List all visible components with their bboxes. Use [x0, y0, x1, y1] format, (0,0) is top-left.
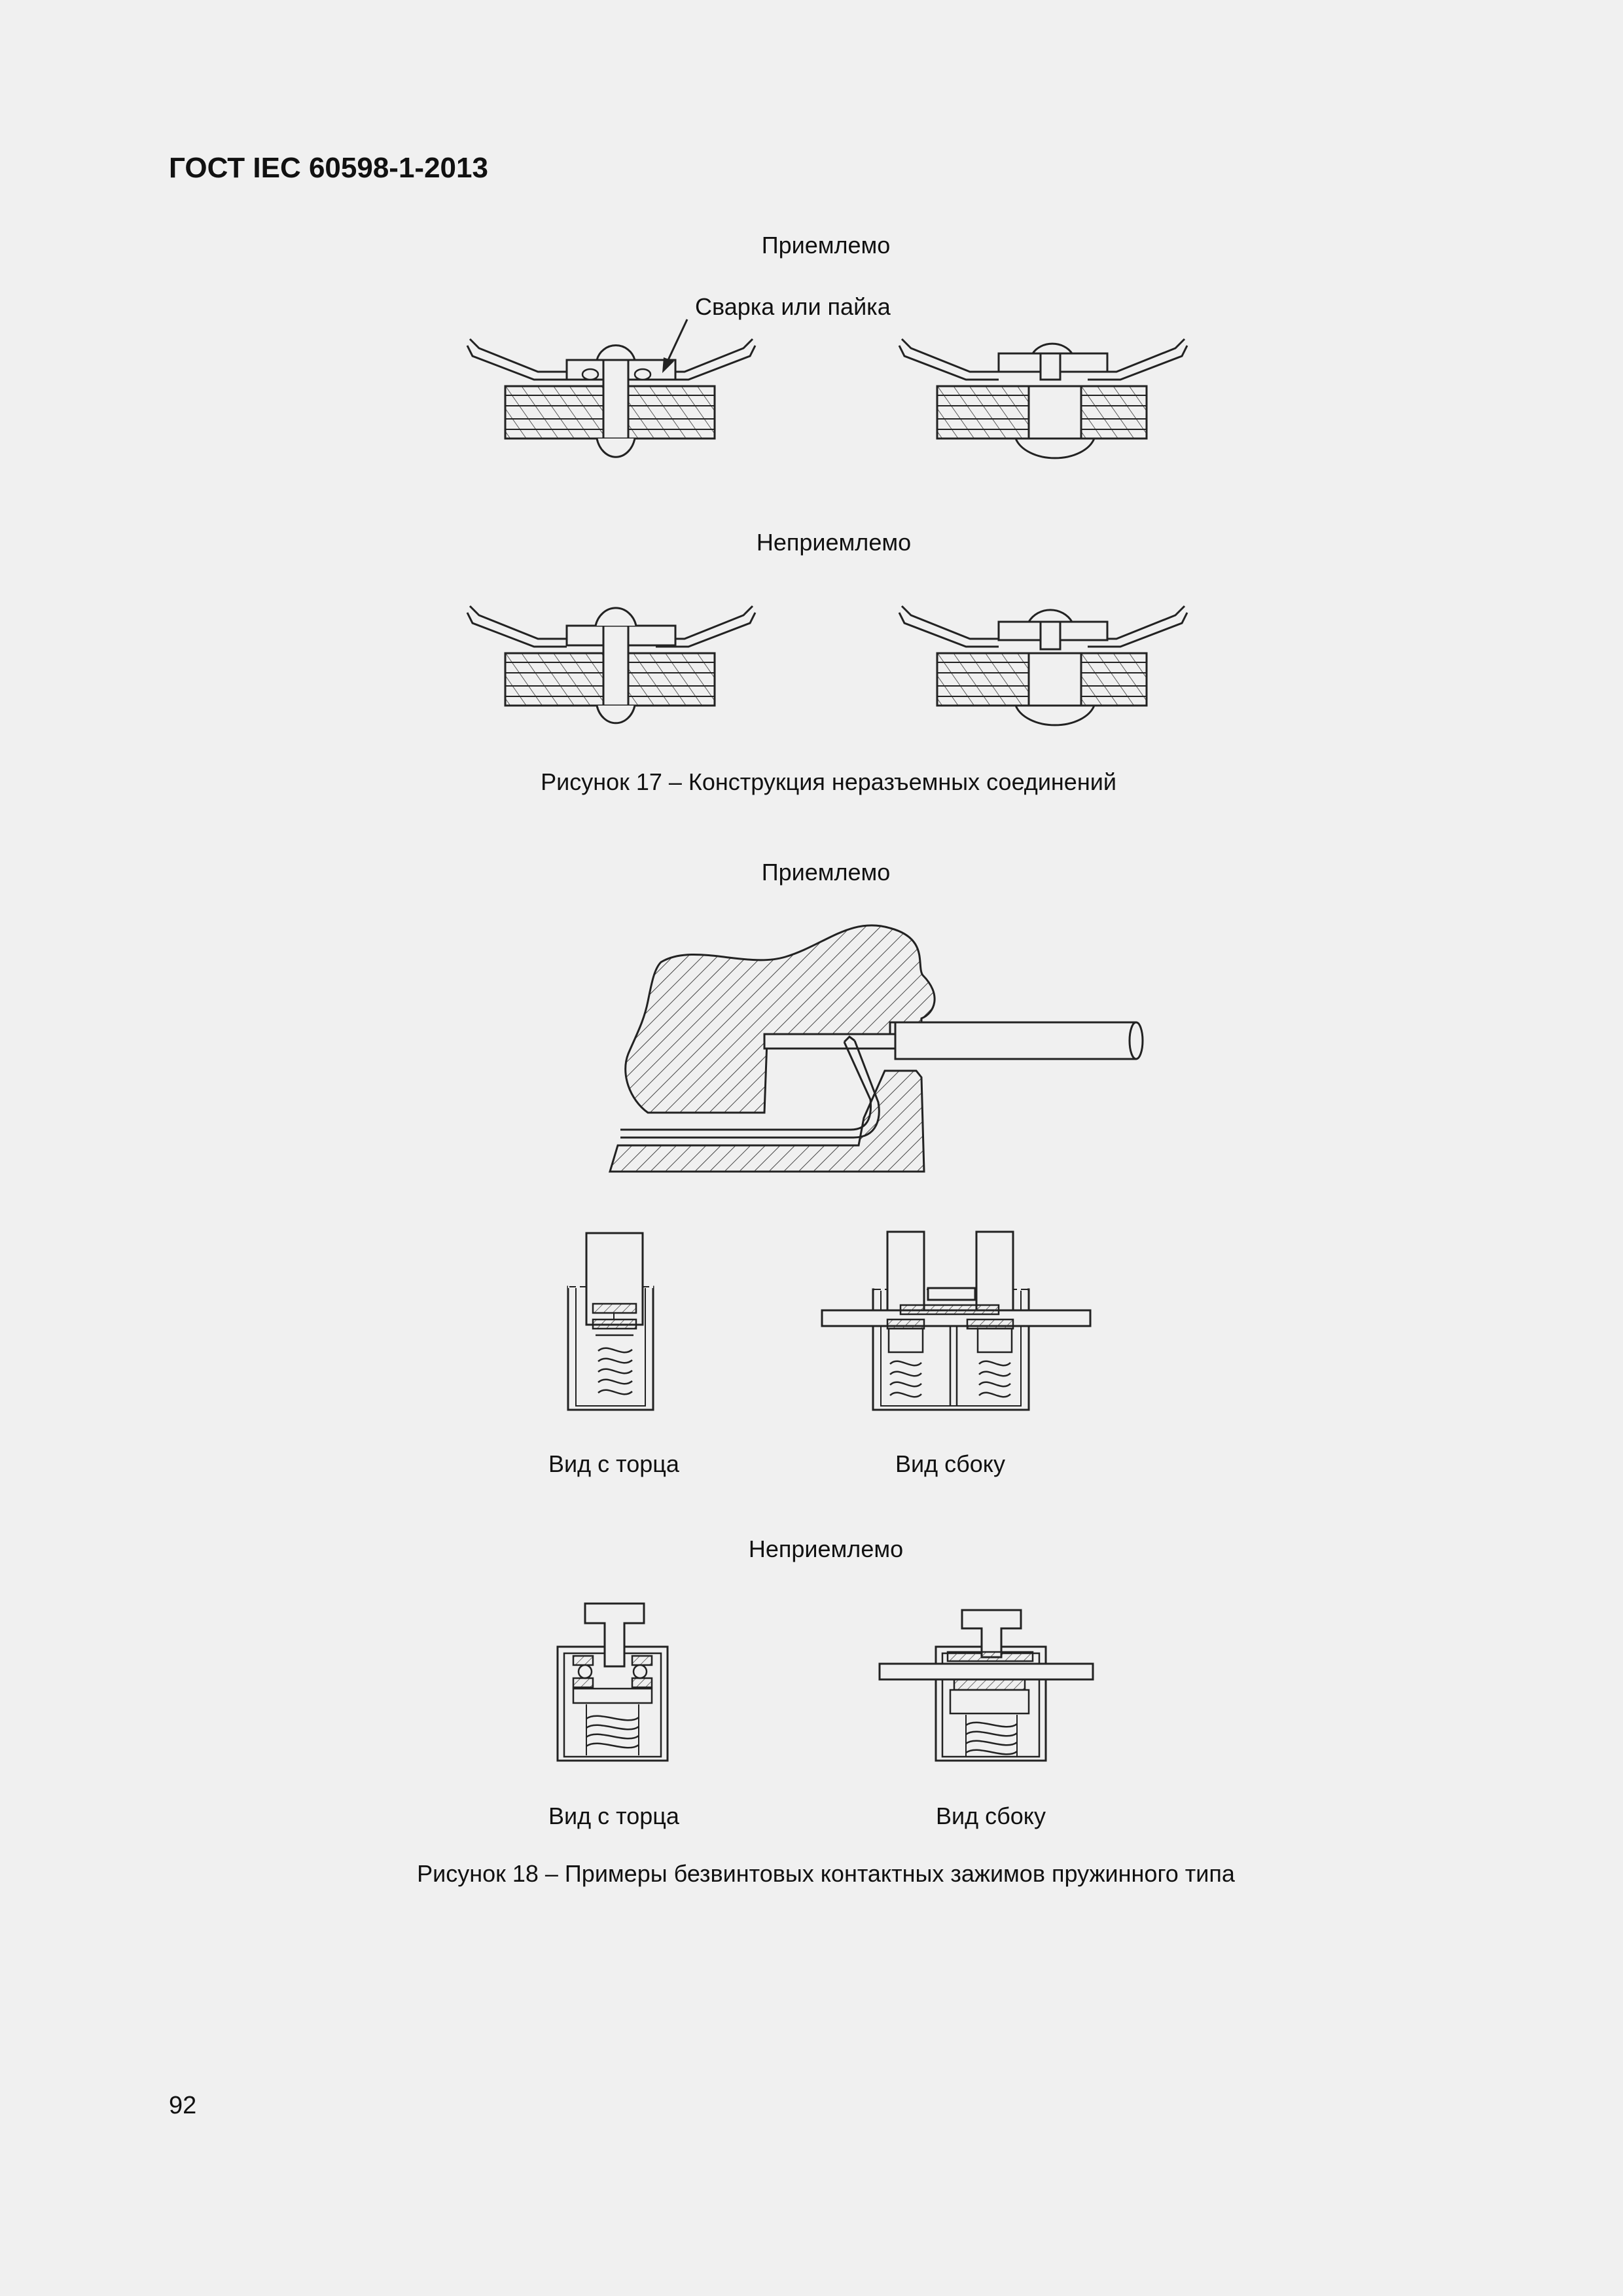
fig18-acceptable-section-drawing [610, 925, 1143, 1172]
document-header: ГОСТ IEC 60598-1-2013 [169, 152, 488, 184]
fig17-unacceptable-label: Неприемлемо [756, 529, 912, 556]
fig18-side-view-label-2: Вид сбоку [936, 1803, 1046, 1829]
fig18-unacceptable-end-view [558, 1604, 668, 1761]
fig18-side-view-label-1: Вид сбоку [895, 1450, 1005, 1477]
fig18-end-view-label-2: Вид с торца [548, 1803, 679, 1829]
fig17-unacceptable-hollow-rivet [899, 606, 1187, 725]
fig18-end-view-label-1: Вид с торца [548, 1450, 679, 1477]
fig17-unacceptable-rivet [467, 606, 755, 723]
fig18-acceptable-end-view [568, 1233, 653, 1410]
fig18-acceptable-label: Приемлемо [761, 859, 891, 886]
fig18-acceptable-side-view [822, 1232, 1090, 1410]
fig17-acceptable-rivet-welded [467, 339, 755, 457]
fig18-caption: Рисунок 18 – Примеры безвинтовых контактных зажимов пружинного типа [417, 1860, 1235, 1887]
fig17-caption: Рисунок 17 – Конструкция неразъемных соединений [541, 768, 1116, 795]
fig18-unacceptable-side-view [880, 1610, 1093, 1761]
weld-arrow [668, 319, 687, 361]
page-number: 92 [169, 2092, 197, 2119]
fig17-acceptable-label: Приемлемо [761, 232, 891, 259]
fig17-weld-label: Сварка или пайка [695, 293, 891, 320]
fig17-acceptable-hollow-rivet [899, 339, 1187, 458]
fig18-unacceptable-label: Неприемлемо [748, 1535, 904, 1562]
